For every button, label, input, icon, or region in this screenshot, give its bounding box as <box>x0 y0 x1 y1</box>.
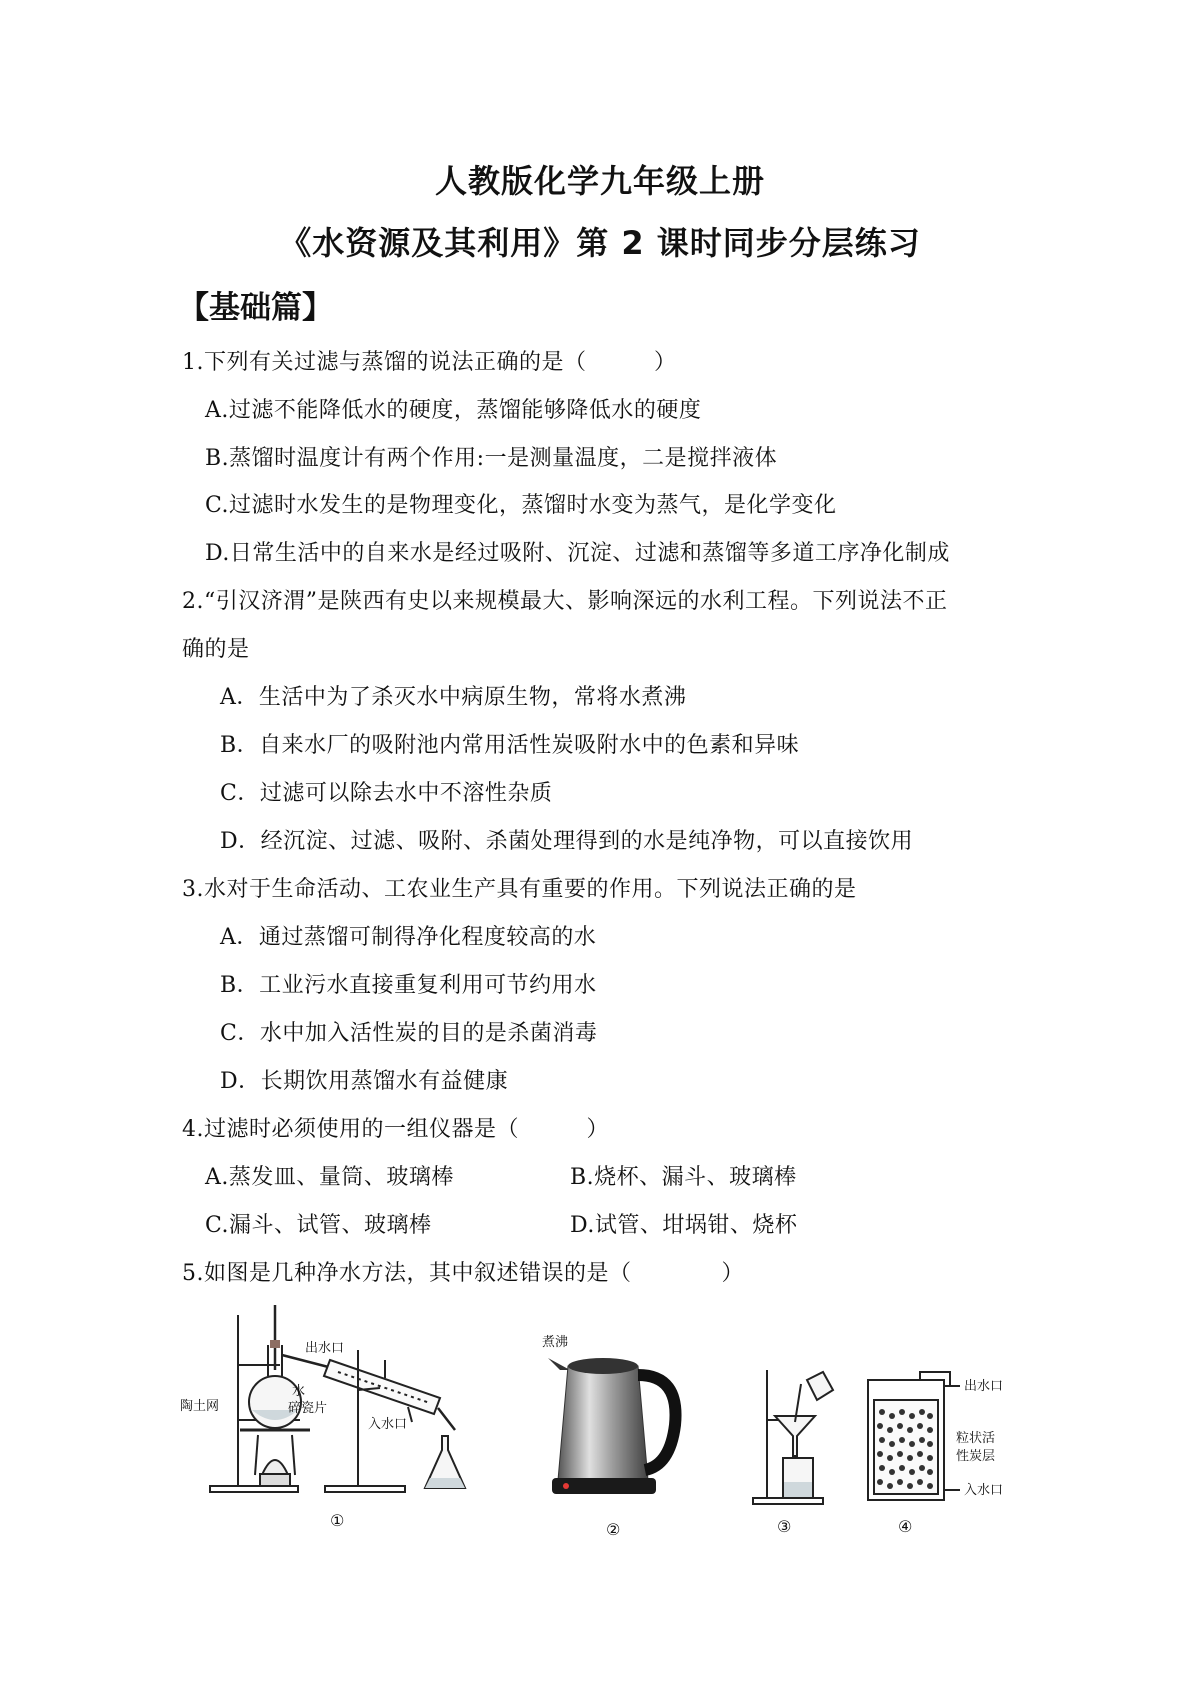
q4-stem: 4.过滤时必须使用的一组仪器是（ ） <box>182 1117 609 1142</box>
carbon-label-line2: 性炭层 <box>956 1449 996 1464</box>
q1-option-c: C.过滤时水发生的是物理变化，蒸馏时水变为蒸气，是化学变化 <box>205 493 837 518</box>
filtration-figure <box>745 1360 845 1540</box>
kettle-spout <box>548 1358 570 1370</box>
q1-stem: 1.下列有关过滤与蒸馏的说法正确的是（ ） <box>182 350 677 375</box>
chips-label: 碎瓷片 <box>288 1401 328 1416</box>
q2-stem-line2: 确的是 <box>182 637 250 662</box>
q2-option-b: B．自来水厂的吸附池内常用活性炭吸附水中的色素和异味 <box>220 733 800 758</box>
doc-title: 人教版化学九年级上册 <box>434 162 765 200</box>
alcohol-lamp <box>260 1474 290 1486</box>
gauze-label: 陶土网 <box>180 1399 220 1414</box>
inlet-label: 入水口 <box>368 1417 408 1432</box>
carbon-filter-figure <box>860 1370 1030 1545</box>
q1-option-d: D.日常生活中的自来水是经过吸附、沉淀、过滤和蒸馏等多道工序净化制成 <box>205 541 950 566</box>
power-light <box>563 1483 569 1489</box>
kettle-lid <box>568 1358 638 1374</box>
kettle-body <box>558 1366 648 1480</box>
q2-option-d: D．经沉淀、过滤、吸附、杀菌处理得到的水是纯净物，可以直接饮用 <box>220 829 914 854</box>
figure-number: ① <box>330 1511 345 1530</box>
q4-option-c: C.漏斗、试管、玻璃棒 <box>205 1213 432 1238</box>
boil-label: 煮沸 <box>542 1335 569 1350</box>
inlet-label: 入水口 <box>964 1483 1004 1498</box>
section-heading: 【基础篇】 <box>178 290 333 326</box>
q3-option-d: D．长期饮用蒸馏水有益健康 <box>220 1069 509 1094</box>
outlet-label: 出水口 <box>305 1341 345 1356</box>
water-label: 水 <box>292 1384 306 1399</box>
figure-number: ④ <box>898 1517 913 1536</box>
q3-option-c: C．水中加入活性炭的目的是杀菌消毒 <box>220 1021 598 1046</box>
q4-option-d: D.试管、坩埚钳、烧杯 <box>570 1213 798 1238</box>
q3-option-a: A．通过蒸馏可制得净化程度较高的水 <box>220 925 597 950</box>
q4-option-b: B.烧杯、漏斗、玻璃棒 <box>570 1165 797 1190</box>
q2-stem-line1: 2.“引汉济渭”是陕西有史以来规模最大、影响深远的水利工程。下列说法不正 <box>182 589 948 614</box>
distillation-apparatus-figure <box>180 1290 520 1540</box>
carbon-label-line1: 粒状活 <box>956 1431 996 1446</box>
q3-stem: 3.水对于生命活动、工农业生产具有重要的作用。下列说法正确的是 <box>182 877 857 902</box>
q2-option-a: A．生活中为了杀灭水中病原生物，常将水煮沸 <box>220 685 687 710</box>
figure-number: ③ <box>777 1517 792 1536</box>
q1-option-a: A.过滤不能降低水的硬度，蒸馏能够降低水的硬度 <box>205 398 702 423</box>
q2-option-c: C．过滤可以除去水中不溶性杂质 <box>220 781 553 806</box>
kettle-figure <box>530 1330 700 1540</box>
q4-option-a: A.蒸发皿、量筒、玻璃棒 <box>205 1165 454 1190</box>
pouring-beaker <box>807 1372 833 1400</box>
q5-stem: 5.如图是几种净水方法，其中叙述错误的是（ ） <box>182 1261 744 1286</box>
outlet-label: 出水口 <box>964 1379 1004 1394</box>
q1-option-b: B.蒸馏时温度计有两个作用:一是测量温度，二是搅拌液体 <box>205 446 778 471</box>
doc-subtitle: 《水资源及其利用》第 2 课时同步分层练习 <box>279 224 921 262</box>
condenser <box>324 1360 440 1414</box>
figure-number: ② <box>606 1520 621 1539</box>
burner-flame <box>262 1460 288 1475</box>
q3-option-b: B．工业污水直接重复利用可节约用水 <box>220 973 597 998</box>
